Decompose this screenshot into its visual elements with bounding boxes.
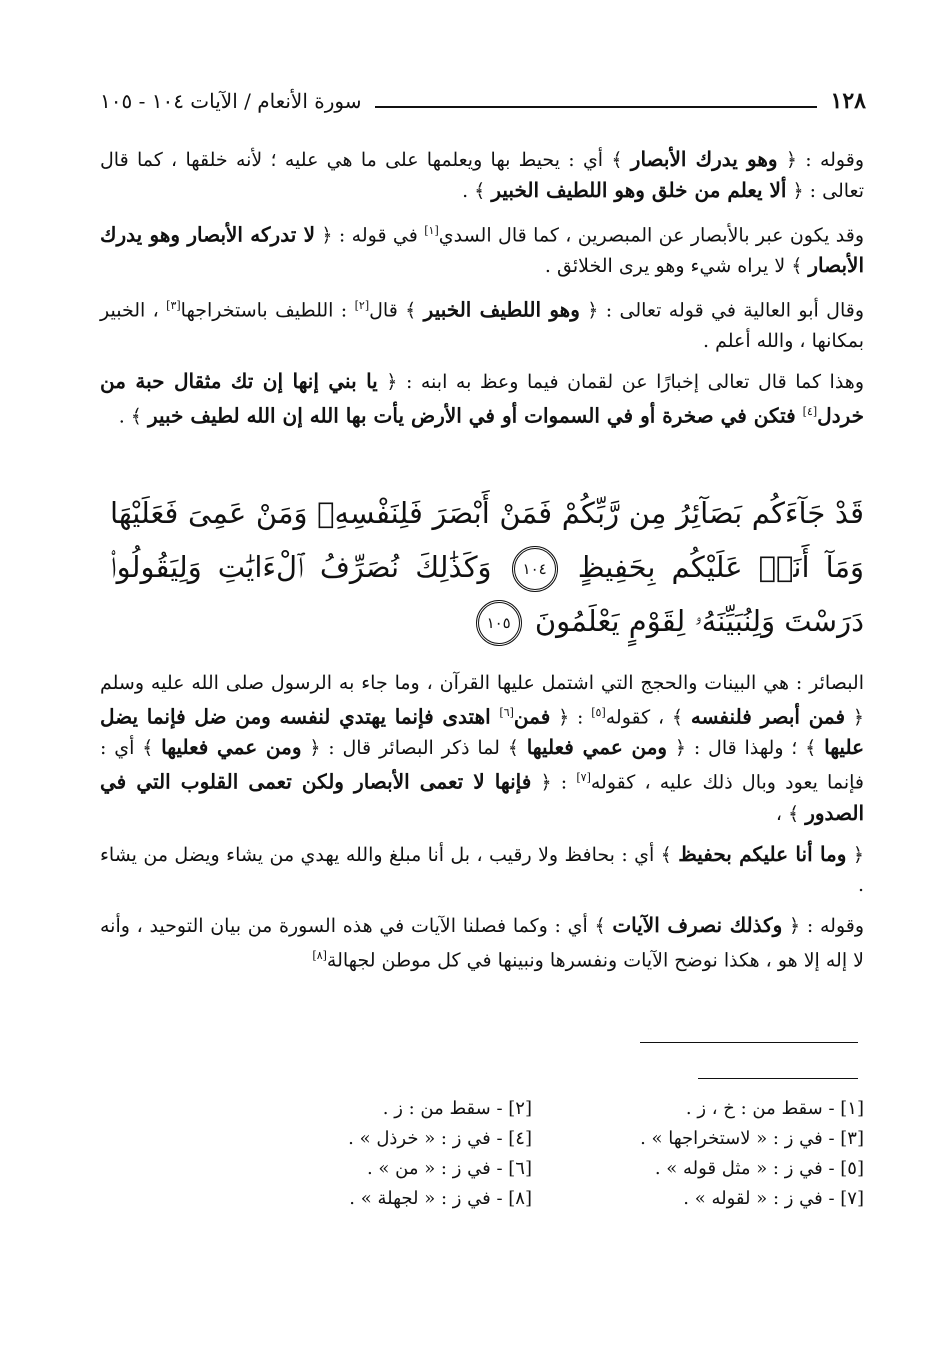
footnote-5: [٥] - في ز : « مثل قوله » . [654,1158,864,1179]
footnotes [240,1094,864,1214]
verse-104-text: قَدْ جَآءَكُم بَصَآئِرُ مِن رَّبِّكُمْ فَمَنْ أَبْصَرَ فَلِنَفْسِهِۦ وَمَنْ عَمِىَ فَعَلَيْهَا وَمَآ أَنَا۠ عَلَيْكُم بِحَفِيظٍ [110,496,864,584]
footnote-separator-short [698,1078,858,1079]
footnote-6: [٦] - في ز : « من » . [366,1158,532,1179]
text-run: وهذا كما قال تعالى إخبارًا عن لقمان فيما وعظ به ابنه : ﴿ [377,370,864,393]
text-run: ﴾ لما ذكر البصائر قال : ﴿ [301,737,527,760]
text-run: في قوله : ﴿ [314,224,425,247]
text-run: ، الخبير بمكانها ، والله أعلم . [100,299,864,352]
footnote-7: [٧] - في ز : « لقوله » . [683,1188,864,1209]
paragraph [100,144,864,206]
text-run: ﴾ أي : فإنما يعود وبال ذلك عليه ، كقوله [100,737,864,794]
footnote-ref: [٧] [576,771,591,785]
text-run: : ﴿ [550,706,592,729]
surah-title: سورة الأنعام / الآيات ١٠٤ - ١٠٥ [100,89,362,113]
text-run: : ﴿ [531,771,577,794]
page-number: ١٢٨ [830,88,866,114]
footnote-ref: [٢] [354,299,370,313]
text-run: وقوله : ﴿ [777,149,865,171]
footnote-4: [٤] - في ز : « خرذل » . [348,1128,532,1149]
page-header [100,84,866,118]
quoted-verse: وهو يدرك الأبصار [630,147,778,171]
ayah-number-105: ١٠٥ [476,600,522,646]
paragraph [100,366,864,431]
footnote-ref: [٨] [312,948,327,962]
text-run: وقوله : ﴿ [782,914,865,937]
quoted-verse: فتكن في صخرة أو في السموات أو في الأرض يأت بها الله إن الله لطيف خبير [147,402,803,427]
paragraph [100,839,864,900]
text-run: ﴾ ، [775,802,806,825]
header-rule [375,106,816,108]
text-run: ﴾ قال [369,299,424,322]
footnote-ref: [٥] [591,706,606,719]
quran-verses [110,486,864,646]
paragraph [100,216,864,281]
footnote-8: [٨] - في ز : « لجهلة » . [349,1188,532,1209]
text-run: وقد يكون عبر بالأبصار عن المبصرين ، كما قال السدي [438,224,865,247]
quoted-verse: وما أنا عليكم بحفيظ [678,841,847,866]
footnote-1: [١] - سقط من : خ ، ز . [685,1098,864,1119]
footnote-ref: [٣] [166,299,181,313]
quoted-verse: يا بني إنها إن تك مثقال حبة من خردل [100,368,864,427]
text-run: وقال أبو العالية في قوله تعالى : ﴿ [579,299,865,322]
quoted-verse: ألا يعلم من خلق وهو اللطيف الخبير [491,178,787,202]
ayah-number-104: ١٠٤ [512,546,558,592]
paragraph [100,910,864,975]
footnote-ref: [٦] [499,706,514,719]
quoted-verse: وكذلك نصرف الآيات [612,912,783,937]
quoted-verse: فإنها لا تعمى الأبصار ولكن تعمى القلوب التي في الصدور [100,769,864,825]
quoted-verse: فمن أبصر فلنفسه [690,704,846,729]
text-run: ﴾ أي : يحيط بها ويعلمها على ما هي عليه ؛ لأنه خلقها ، كما قال تعالى : ﴿ [100,149,864,202]
footnote-3: [٣] - في ز : « لاستخراجها » . [640,1128,864,1149]
quoted-verse: ومن عمي فعليها [161,735,302,760]
footnote-ref: [٤] [802,404,818,418]
quoted-verse: وهو اللطيف الخبير [423,297,580,322]
paragraph [100,291,864,355]
text-run: ﴾ ؛ ولهذا قال : ﴿ [667,737,825,760]
text-run: ﴿ [846,843,864,866]
quoted-verse: فمن [513,704,551,729]
paragraph [100,668,864,829]
commentary-top [100,144,864,431]
text-run: ﴾ ، كقوله [605,706,691,729]
footnote-2: [٢] - سقط من : ز . [382,1098,532,1119]
footnote-separator [640,1042,858,1043]
text-run: ﴾ . [462,180,492,202]
commentary-bottom [100,668,864,975]
footnote-ref: [١] [424,224,439,237]
quoted-verse: لا تدركه الأبصار وهو يدرك الأبصار [100,222,864,278]
text-run: البصائر : هي البينات والحجج التي اشتمل عليها القرآن ، وما جاء به الرسول صلى الله عليه وسلم ﴿ [100,672,864,729]
text-run: ﴾ لا يراه شيء وهو يرى الخلائق . [544,255,809,278]
text-run: ﴾ . [118,404,148,427]
quoted-verse: اهتدى فإنما يهتدي لنفسه ومن ضل فإنما يضل عليها [100,704,864,760]
text-run: ﴾ أي : وكما فصلنا الآيات في هذه السورة من بيان التوحيد ، وأنه لا إله إلا هو ، هكذا نوضح الآيات ونفسرها ونبينها في كل موطن لجهالة [100,914,864,971]
verse-105-text: وَكَذَٰلِكَ نُصَرِّفُ ٱلْءَايَٰتِ وَلِيَقُولُوا۟ دَرَسْتَ وَلِنُبَيِّنَهُۥ لِقَوْمٍ يَعْلَمُونَ [110,550,864,638]
quoted-verse: ومن عمي فعليها [526,735,668,760]
text-run: ﴾ أي : بحافظ ولا رقيب ، بل أنا مبلغ والله يهدي من يشاء ويضل من يشاء . [100,843,864,896]
text-run: : اللطيف باستخراجها [180,299,355,322]
